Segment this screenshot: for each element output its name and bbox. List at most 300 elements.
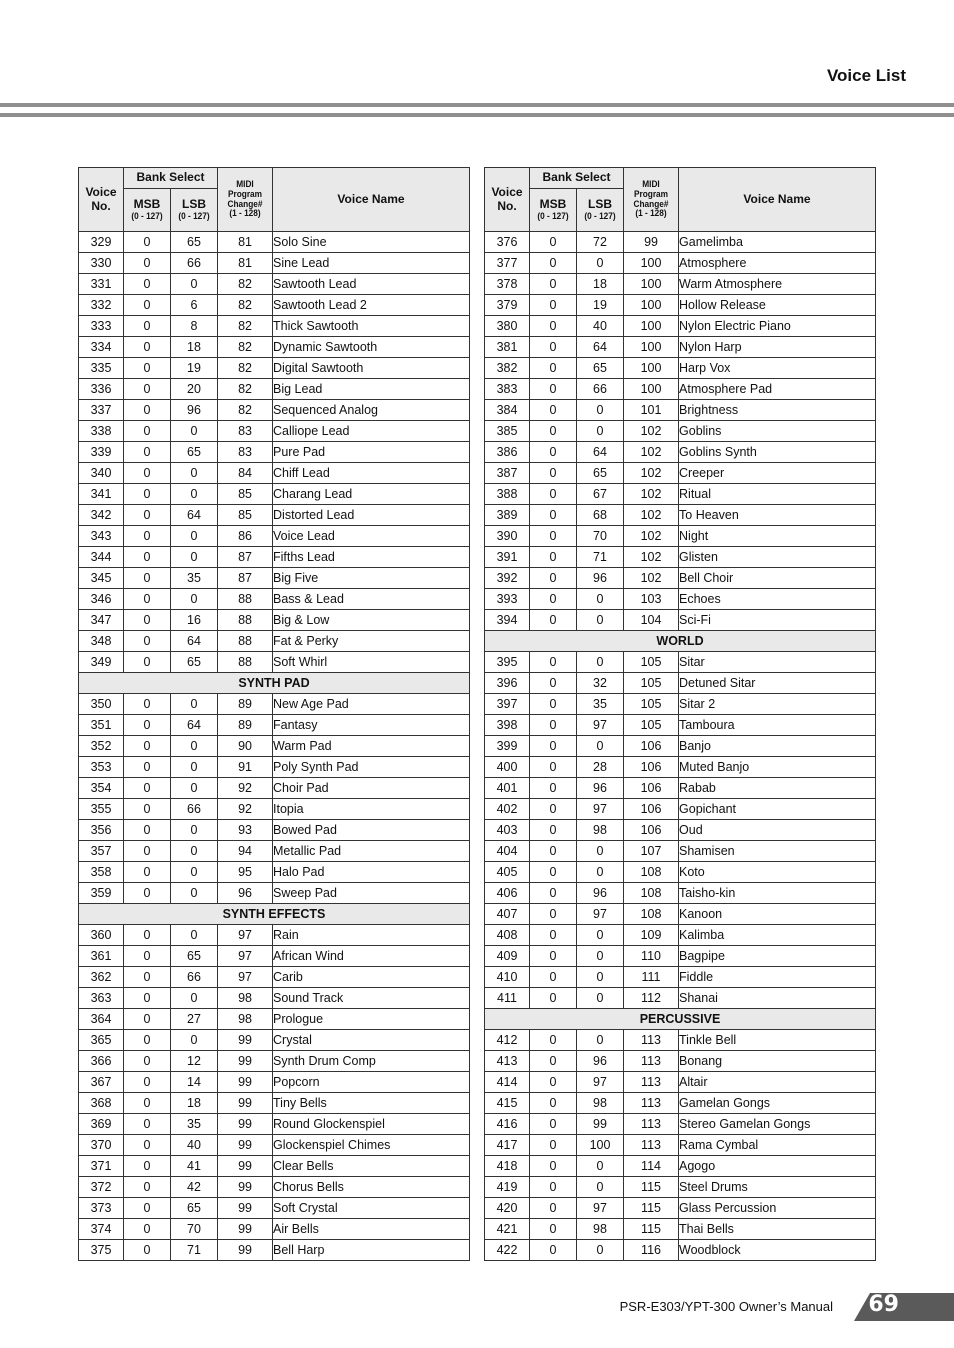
voice-number: 384 bbox=[485, 400, 530, 421]
voice-row bbox=[485, 862, 876, 883]
voice-number: 399 bbox=[485, 736, 530, 757]
voice-name: Nylon Electric Piano bbox=[679, 316, 876, 337]
lsb-value: 0 bbox=[577, 253, 624, 274]
program-change-value: 92 bbox=[218, 799, 273, 820]
msb-value: 0 bbox=[124, 1093, 171, 1114]
voice-name: Glockenspiel Chimes bbox=[273, 1135, 470, 1156]
voice-number: 357 bbox=[79, 841, 124, 862]
voice-name: Popcorn bbox=[273, 1072, 470, 1093]
msb-value: 0 bbox=[124, 484, 171, 505]
msb-header: MSB (0 - 127) bbox=[124, 189, 171, 232]
lsb-value: 0 bbox=[577, 421, 624, 442]
lsb-value: 66 bbox=[171, 253, 218, 274]
voice-number: 356 bbox=[79, 820, 124, 841]
voice-name: Tamboura bbox=[679, 715, 876, 736]
program-change-value: 97 bbox=[218, 946, 273, 967]
voice-row bbox=[79, 1240, 470, 1261]
voice-name: Night bbox=[679, 526, 876, 547]
lsb-value: 0 bbox=[171, 589, 218, 610]
voice-name: Goblins bbox=[679, 421, 876, 442]
program-change-value: 87 bbox=[218, 547, 273, 568]
voice-number: 419 bbox=[485, 1177, 530, 1198]
voice-row bbox=[485, 442, 876, 463]
program-change-value: 113 bbox=[624, 1072, 679, 1093]
lsb-value: 65 bbox=[577, 463, 624, 484]
voice-name: Sitar 2 bbox=[679, 694, 876, 715]
voice-name: To Heaven bbox=[679, 505, 876, 526]
voice-row bbox=[485, 778, 876, 799]
program-change-value: 102 bbox=[624, 547, 679, 568]
voice-row bbox=[79, 421, 470, 442]
voice-row bbox=[79, 379, 470, 400]
lsb-value: 70 bbox=[171, 1219, 218, 1240]
voice-number: 363 bbox=[79, 988, 124, 1009]
program-change-value: 102 bbox=[624, 505, 679, 526]
voice-number: 344 bbox=[79, 547, 124, 568]
voice-name: New Age Pad bbox=[273, 694, 470, 715]
voice-name: Kanoon bbox=[679, 904, 876, 925]
program-change-value: 108 bbox=[624, 883, 679, 904]
msb-value: 0 bbox=[530, 526, 577, 547]
voice-name: Bonang bbox=[679, 1051, 876, 1072]
msb-value: 0 bbox=[530, 232, 577, 253]
msb-value: 0 bbox=[124, 610, 171, 631]
lsb-value: 66 bbox=[171, 799, 218, 820]
voice-row bbox=[79, 736, 470, 757]
voice-row bbox=[485, 400, 876, 421]
lsb-value: 14 bbox=[171, 1072, 218, 1093]
manual-title: PSR-E303/YPT-300 Owner’s Manual bbox=[619, 1299, 833, 1314]
program-change-value: 93 bbox=[218, 820, 273, 841]
voice-row bbox=[485, 589, 876, 610]
lsb-value: 65 bbox=[171, 946, 218, 967]
program-change-value: 82 bbox=[218, 379, 273, 400]
voice-name: Glass Percussion bbox=[679, 1198, 876, 1219]
msb-value: 0 bbox=[124, 715, 171, 736]
program-change-value: 89 bbox=[218, 715, 273, 736]
voice-row bbox=[485, 1177, 876, 1198]
msb-value: 0 bbox=[530, 1135, 577, 1156]
voice-name: Sound Track bbox=[273, 988, 470, 1009]
voice-number: 421 bbox=[485, 1219, 530, 1240]
voice-number: 332 bbox=[79, 295, 124, 316]
program-change-value: 95 bbox=[218, 862, 273, 883]
voice-name: Tinkle Bell bbox=[679, 1030, 876, 1051]
voice-number: 393 bbox=[485, 589, 530, 610]
program-change-value: 113 bbox=[624, 1135, 679, 1156]
program-change-value: 115 bbox=[624, 1198, 679, 1219]
msb-value: 0 bbox=[124, 1156, 171, 1177]
voice-number: 334 bbox=[79, 337, 124, 358]
lsb-value: 0 bbox=[171, 778, 218, 799]
msb-value: 0 bbox=[124, 316, 171, 337]
voice-number: 415 bbox=[485, 1093, 530, 1114]
voice-row bbox=[79, 1135, 470, 1156]
msb-value: 0 bbox=[124, 946, 171, 967]
voice-number: 398 bbox=[485, 715, 530, 736]
voice-number: 418 bbox=[485, 1156, 530, 1177]
program-change-value: 91 bbox=[218, 757, 273, 778]
lsb-value: 0 bbox=[171, 883, 218, 904]
lsb-value: 0 bbox=[577, 1030, 624, 1051]
msb-value: 0 bbox=[124, 505, 171, 526]
voice-name: Crystal bbox=[273, 1030, 470, 1051]
voice-row bbox=[485, 358, 876, 379]
voice-row bbox=[79, 316, 470, 337]
voice-name: Halo Pad bbox=[273, 862, 470, 883]
msb-value: 0 bbox=[530, 358, 577, 379]
voice-number: 382 bbox=[485, 358, 530, 379]
msb-value: 0 bbox=[124, 778, 171, 799]
program-change-value: 111 bbox=[624, 967, 679, 988]
voice-name: Gopichant bbox=[679, 799, 876, 820]
midi-program-change-header: MIDI Program Change# (1 - 128) bbox=[624, 168, 679, 232]
voice-name: Sci-Fi bbox=[679, 610, 876, 631]
msb-value: 0 bbox=[124, 652, 171, 673]
voice-number: 370 bbox=[79, 1135, 124, 1156]
voice-number: 407 bbox=[485, 904, 530, 925]
voice-row bbox=[485, 463, 876, 484]
msb-value: 0 bbox=[124, 1177, 171, 1198]
voice-number: 405 bbox=[485, 862, 530, 883]
msb-value: 0 bbox=[530, 505, 577, 526]
voice-name: Sitar bbox=[679, 652, 876, 673]
program-change-value: 104 bbox=[624, 610, 679, 631]
msb-value: 0 bbox=[530, 925, 577, 946]
msb-value: 0 bbox=[124, 862, 171, 883]
lsb-value: 0 bbox=[577, 589, 624, 610]
msb-value: 0 bbox=[530, 967, 577, 988]
voice-number: 372 bbox=[79, 1177, 124, 1198]
voice-row bbox=[485, 295, 876, 316]
voice-name: Warm Atmosphere bbox=[679, 274, 876, 295]
voice-row bbox=[79, 967, 470, 988]
lsb-value: 0 bbox=[577, 967, 624, 988]
voice-row bbox=[485, 967, 876, 988]
voice-name-header: Voice Name bbox=[273, 168, 470, 232]
section-title: Voice List bbox=[826, 66, 906, 85]
category-row bbox=[485, 1009, 876, 1030]
program-change-value: 108 bbox=[624, 904, 679, 925]
lsb-value: 0 bbox=[171, 547, 218, 568]
voice-row bbox=[485, 673, 876, 694]
program-change-value: 99 bbox=[218, 1051, 273, 1072]
program-change-value: 107 bbox=[624, 841, 679, 862]
msb-value: 0 bbox=[530, 1093, 577, 1114]
voice-number: 364 bbox=[79, 1009, 124, 1030]
msb-value: 0 bbox=[124, 589, 171, 610]
voice-row bbox=[485, 526, 876, 547]
lsb-value: 6 bbox=[171, 295, 218, 316]
lsb-value: 98 bbox=[577, 1219, 624, 1240]
msb-value: 0 bbox=[124, 568, 171, 589]
lsb-value: 71 bbox=[171, 1240, 218, 1261]
msb-value: 0 bbox=[530, 904, 577, 925]
voice-row bbox=[79, 1198, 470, 1219]
voice-number: 341 bbox=[79, 484, 124, 505]
msb-value: 0 bbox=[530, 400, 577, 421]
program-change-value: 82 bbox=[218, 295, 273, 316]
program-change-value: 85 bbox=[218, 505, 273, 526]
program-change-value: 110 bbox=[624, 946, 679, 967]
msb-value: 0 bbox=[530, 757, 577, 778]
program-change-value: 106 bbox=[624, 736, 679, 757]
voice-name: Woodblock bbox=[679, 1240, 876, 1261]
voice-name: Banjo bbox=[679, 736, 876, 757]
voice-name: Sine Lead bbox=[273, 253, 470, 274]
category-label: SYNTH PAD bbox=[79, 673, 470, 694]
program-change-value: 97 bbox=[218, 967, 273, 988]
program-change-value: 99 bbox=[218, 1072, 273, 1093]
lsb-value: 98 bbox=[577, 1093, 624, 1114]
msb-value: 0 bbox=[124, 736, 171, 757]
voice-row bbox=[485, 1240, 876, 1261]
lsb-header: LSB (0 - 127) bbox=[171, 189, 218, 232]
voice-row bbox=[485, 799, 876, 820]
lsb-value: 100 bbox=[577, 1135, 624, 1156]
voice-number: 355 bbox=[79, 799, 124, 820]
msb-value: 0 bbox=[530, 862, 577, 883]
voice-no-header: Voice No. bbox=[485, 168, 530, 232]
msb-value: 0 bbox=[530, 946, 577, 967]
msb-value: 0 bbox=[530, 463, 577, 484]
lsb-value: 0 bbox=[171, 862, 218, 883]
program-change-value: 113 bbox=[624, 1051, 679, 1072]
voice-number: 349 bbox=[79, 652, 124, 673]
voice-row bbox=[79, 1219, 470, 1240]
msb-value: 0 bbox=[530, 883, 577, 904]
msb-value: 0 bbox=[530, 316, 577, 337]
voice-row bbox=[485, 904, 876, 925]
voice-number: 330 bbox=[79, 253, 124, 274]
lsb-value: 96 bbox=[577, 1051, 624, 1072]
voice-row bbox=[79, 1114, 470, 1135]
voice-row bbox=[79, 1156, 470, 1177]
voice-number: 331 bbox=[79, 274, 124, 295]
voice-name: Ritual bbox=[679, 484, 876, 505]
msb-value: 0 bbox=[530, 694, 577, 715]
lsb-value: 72 bbox=[577, 232, 624, 253]
voice-row bbox=[485, 841, 876, 862]
program-change-value: 106 bbox=[624, 799, 679, 820]
program-change-value: 99 bbox=[218, 1093, 273, 1114]
voice-number: 397 bbox=[485, 694, 530, 715]
voice-row bbox=[79, 337, 470, 358]
msb-value: 0 bbox=[530, 589, 577, 610]
voice-number: 385 bbox=[485, 421, 530, 442]
voice-number: 361 bbox=[79, 946, 124, 967]
voice-row bbox=[485, 274, 876, 295]
page-number: 69 bbox=[868, 1292, 899, 1317]
program-change-value: 90 bbox=[218, 736, 273, 757]
voice-name: Oud bbox=[679, 820, 876, 841]
program-change-value: 99 bbox=[218, 1198, 273, 1219]
program-change-value: 100 bbox=[624, 253, 679, 274]
voice-number: 379 bbox=[485, 295, 530, 316]
voice-row bbox=[79, 925, 470, 946]
voice-row bbox=[485, 379, 876, 400]
header-rule-bottom bbox=[0, 113, 954, 117]
voice-name: Goblins Synth bbox=[679, 442, 876, 463]
lsb-value: 0 bbox=[171, 484, 218, 505]
voice-row bbox=[79, 232, 470, 253]
msb-value: 0 bbox=[530, 295, 577, 316]
voice-number: 417 bbox=[485, 1135, 530, 1156]
lsb-value: 35 bbox=[171, 568, 218, 589]
voice-row bbox=[485, 1114, 876, 1135]
program-change-value: 106 bbox=[624, 820, 679, 841]
msb-value: 0 bbox=[530, 1051, 577, 1072]
program-change-value: 113 bbox=[624, 1114, 679, 1135]
voice-row bbox=[79, 631, 470, 652]
msb-value: 0 bbox=[530, 1198, 577, 1219]
voice-number: 396 bbox=[485, 673, 530, 694]
voice-row bbox=[485, 736, 876, 757]
program-change-value: 106 bbox=[624, 778, 679, 799]
voice-number: 400 bbox=[485, 757, 530, 778]
msb-value: 0 bbox=[530, 1072, 577, 1093]
voice-name: Fat & Perky bbox=[273, 631, 470, 652]
msb-value: 0 bbox=[124, 1009, 171, 1030]
program-change-value: 82 bbox=[218, 400, 273, 421]
voice-number: 391 bbox=[485, 547, 530, 568]
lsb-value: 67 bbox=[577, 484, 624, 505]
lsb-value: 66 bbox=[577, 379, 624, 400]
program-change-value: 81 bbox=[218, 253, 273, 274]
lsb-value: 0 bbox=[171, 694, 218, 715]
voice-name: Altair bbox=[679, 1072, 876, 1093]
voice-number: 342 bbox=[79, 505, 124, 526]
lsb-value: 32 bbox=[577, 673, 624, 694]
lsb-value: 65 bbox=[171, 442, 218, 463]
voice-name: Steel Drums bbox=[679, 1177, 876, 1198]
category-row bbox=[79, 673, 470, 694]
voice-number: 378 bbox=[485, 274, 530, 295]
voice-name: Brightness bbox=[679, 400, 876, 421]
msb-value: 0 bbox=[124, 1114, 171, 1135]
voice-number: 387 bbox=[485, 463, 530, 484]
voice-row bbox=[485, 652, 876, 673]
voice-name: Fantasy bbox=[273, 715, 470, 736]
voice-number: 413 bbox=[485, 1051, 530, 1072]
voice-name: Thai Bells bbox=[679, 1219, 876, 1240]
lsb-value: 0 bbox=[171, 757, 218, 778]
voice-name: Dynamic Sawtooth bbox=[273, 337, 470, 358]
msb-value: 0 bbox=[530, 337, 577, 358]
voice-name: Fifths Lead bbox=[273, 547, 470, 568]
program-change-value: 109 bbox=[624, 925, 679, 946]
program-change-value: 113 bbox=[624, 1030, 679, 1051]
msb-value: 0 bbox=[530, 1177, 577, 1198]
voice-number: 368 bbox=[79, 1093, 124, 1114]
category-label: SYNTH EFFECTS bbox=[79, 904, 470, 925]
voice-name: Atmosphere bbox=[679, 253, 876, 274]
lsb-value: 97 bbox=[577, 904, 624, 925]
voice-row bbox=[79, 568, 470, 589]
msb-value: 0 bbox=[124, 547, 171, 568]
msb-value: 0 bbox=[530, 799, 577, 820]
voice-number: 406 bbox=[485, 883, 530, 904]
voice-name: Agogo bbox=[679, 1156, 876, 1177]
program-change-value: 83 bbox=[218, 421, 273, 442]
program-change-value: 102 bbox=[624, 463, 679, 484]
msb-value: 0 bbox=[530, 274, 577, 295]
voice-row bbox=[79, 442, 470, 463]
lsb-value: 19 bbox=[171, 358, 218, 379]
msb-value: 0 bbox=[530, 736, 577, 757]
voice-row bbox=[485, 988, 876, 1009]
voice-name: Stereo Gamelan Gongs bbox=[679, 1114, 876, 1135]
voice-row bbox=[79, 694, 470, 715]
voice-row bbox=[485, 1156, 876, 1177]
voice-name: Bagpipe bbox=[679, 946, 876, 967]
voice-name: Creeper bbox=[679, 463, 876, 484]
voice-name: Big Five bbox=[273, 568, 470, 589]
voice-row bbox=[79, 1009, 470, 1030]
voice-number: 343 bbox=[79, 526, 124, 547]
voice-row bbox=[485, 883, 876, 904]
voice-number: 376 bbox=[485, 232, 530, 253]
voice-row bbox=[79, 400, 470, 421]
voice-number: 404 bbox=[485, 841, 530, 862]
voice-row bbox=[79, 526, 470, 547]
msb-value: 0 bbox=[124, 337, 171, 358]
lsb-value: 0 bbox=[577, 925, 624, 946]
msb-value: 0 bbox=[124, 379, 171, 400]
voice-number: 373 bbox=[79, 1198, 124, 1219]
voice-row bbox=[485, 1030, 876, 1051]
voice-name: Thick Sawtooth bbox=[273, 316, 470, 337]
voice-row bbox=[485, 547, 876, 568]
program-change-value: 97 bbox=[218, 925, 273, 946]
msb-value: 0 bbox=[530, 778, 577, 799]
lsb-value: 0 bbox=[577, 988, 624, 1009]
voice-number: 420 bbox=[485, 1198, 530, 1219]
voice-number: 386 bbox=[485, 442, 530, 463]
voice-number: 348 bbox=[79, 631, 124, 652]
voice-row bbox=[485, 715, 876, 736]
voice-row bbox=[485, 610, 876, 631]
msb-value: 0 bbox=[530, 547, 577, 568]
program-change-value: 82 bbox=[218, 274, 273, 295]
msb-value: 0 bbox=[530, 442, 577, 463]
voice-row bbox=[485, 757, 876, 778]
voice-name: Sweep Pad bbox=[273, 883, 470, 904]
program-change-value: 100 bbox=[624, 316, 679, 337]
voice-name: Atmosphere Pad bbox=[679, 379, 876, 400]
voice-name: Clear Bells bbox=[273, 1156, 470, 1177]
lsb-value: 18 bbox=[171, 337, 218, 358]
lsb-value: 0 bbox=[577, 841, 624, 862]
msb-value: 0 bbox=[124, 967, 171, 988]
voice-name: Rain bbox=[273, 925, 470, 946]
voice-row bbox=[485, 694, 876, 715]
voice-number: 359 bbox=[79, 883, 124, 904]
voice-row bbox=[485, 1198, 876, 1219]
voice-name: Distorted Lead bbox=[273, 505, 470, 526]
msb-value: 0 bbox=[124, 274, 171, 295]
voice-row bbox=[79, 463, 470, 484]
voice-no-header: Voice No. bbox=[79, 168, 124, 232]
lsb-value: 12 bbox=[171, 1051, 218, 1072]
lsb-value: 65 bbox=[577, 358, 624, 379]
voice-name: Round Glockenspiel bbox=[273, 1114, 470, 1135]
voice-name: Chiff Lead bbox=[273, 463, 470, 484]
program-change-value: 88 bbox=[218, 652, 273, 673]
voice-name: Metallic Pad bbox=[273, 841, 470, 862]
voice-name: Rama Cymbal bbox=[679, 1135, 876, 1156]
program-change-value: 86 bbox=[218, 526, 273, 547]
